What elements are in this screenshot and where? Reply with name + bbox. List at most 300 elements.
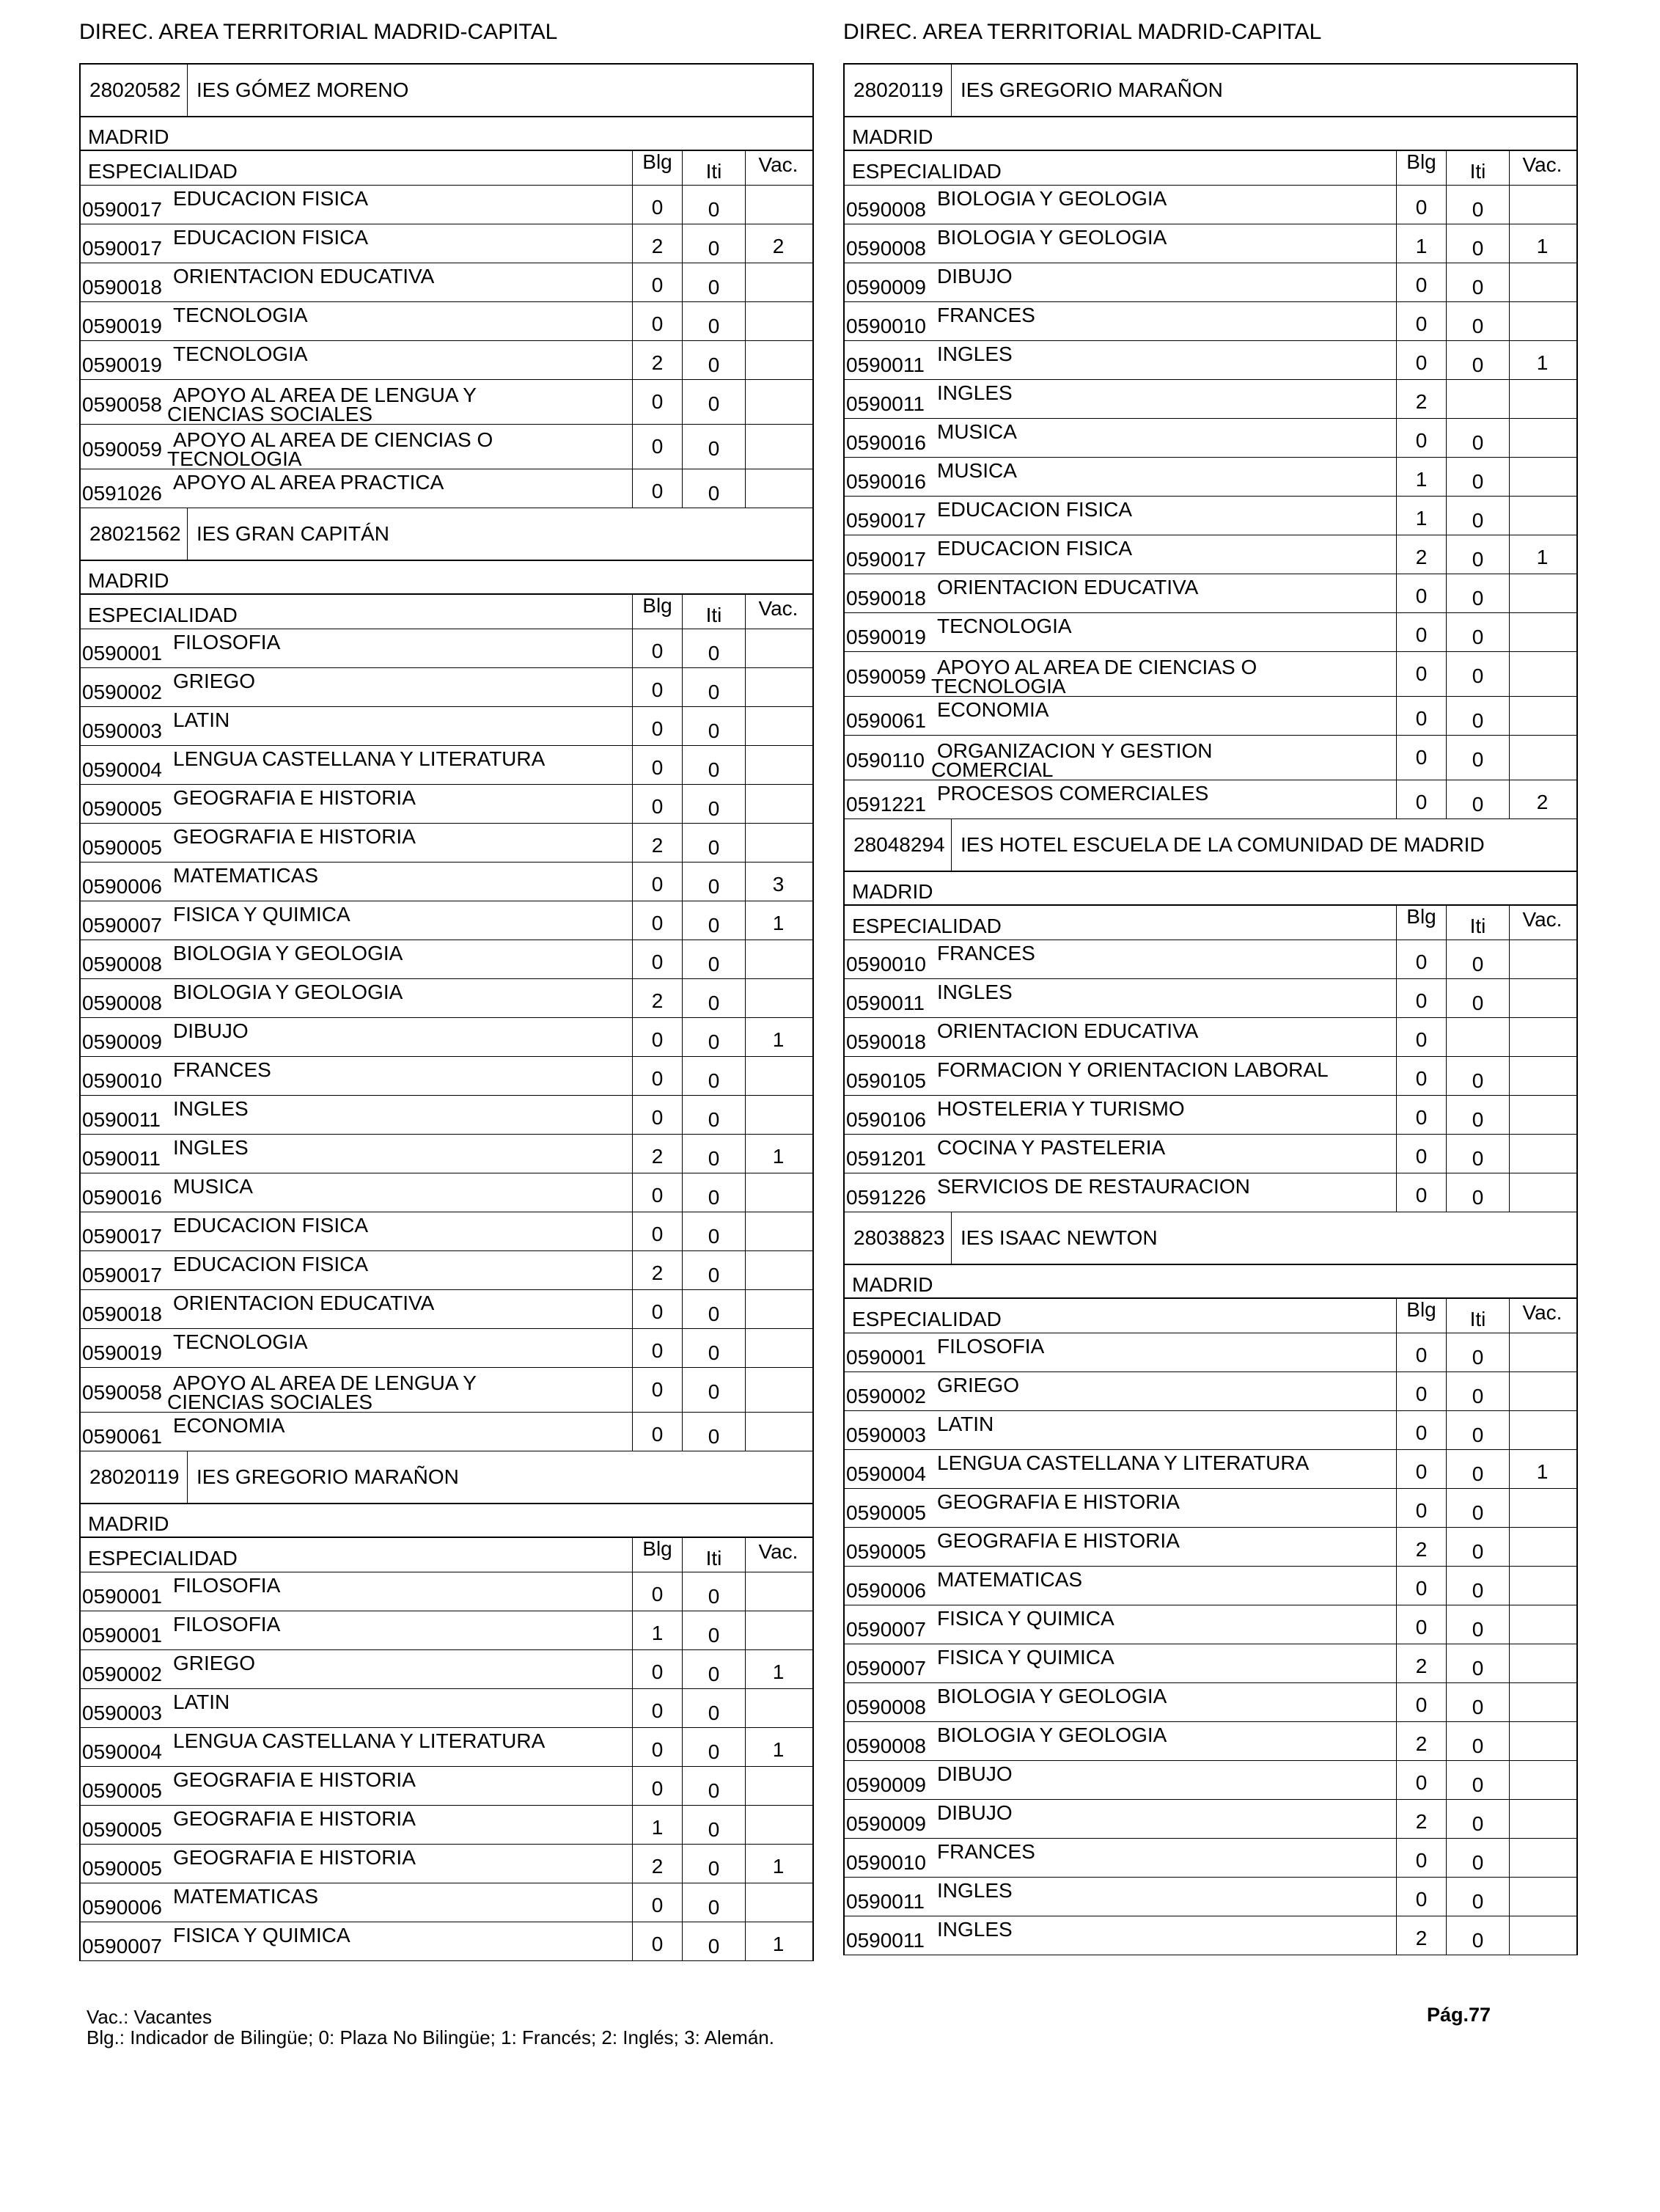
table-row <box>81 1018 812 1057</box>
table-row <box>845 302 1576 341</box>
blg-value: 0 <box>1396 1411 1446 1449</box>
speciality-code: 0590002 <box>846 1385 927 1407</box>
vac-value <box>745 707 811 745</box>
blg-value: 1 <box>1396 224 1446 263</box>
speciality-cell <box>845 1411 1396 1449</box>
speciality-title <box>173 1806 416 1844</box>
speciality-title-line: ORGANIZACION Y GESTION <box>937 739 1213 762</box>
blg-value: 0 <box>1396 419 1446 457</box>
blg-value: 0 <box>632 1212 682 1250</box>
speciality-code: 0590004 <box>846 1462 927 1485</box>
vac-value <box>1509 263 1575 301</box>
blg-value: 0 <box>632 707 682 745</box>
speciality-title-line: GEOGRAFIA E HISTORIA <box>173 825 416 848</box>
blg-value: 2 <box>632 341 682 379</box>
vac-value: 1 <box>1509 224 1575 263</box>
speciality-cell <box>845 1372 1396 1410</box>
blg-value: 0 <box>1396 1333 1446 1371</box>
vac-value <box>1509 1372 1575 1410</box>
blg-value: 0 <box>632 302 682 340</box>
vac-value <box>745 1096 811 1134</box>
vac-value: 1 <box>745 1728 811 1766</box>
table-row <box>81 1922 812 1961</box>
column-headers <box>845 1299 1576 1333</box>
speciality-title-line: EDUCACION FISICA <box>173 1253 369 1275</box>
blg-value: 2 <box>1396 1528 1446 1566</box>
iti-value: 0 <box>682 979 745 1017</box>
iti-value: 0 <box>1446 1567 1509 1605</box>
speciality-cell <box>845 1018 1396 1056</box>
speciality-code: 0590001 <box>82 1585 163 1608</box>
speciality-cell <box>845 419 1396 457</box>
speciality-code: 0590061 <box>846 709 927 732</box>
vac-value <box>745 1290 811 1328</box>
speciality-code: 0590110 <box>846 749 925 772</box>
speciality-code: 0590017 <box>846 548 927 571</box>
table-row <box>81 425 812 469</box>
blg-value: 2 <box>632 224 682 263</box>
blg-value: 0 <box>632 668 682 706</box>
header-vac: Vac. <box>1509 1299 1575 1333</box>
vac-value <box>1509 1018 1575 1056</box>
speciality-cell <box>845 302 1396 340</box>
speciality-title <box>937 1761 1013 1799</box>
speciality-cell <box>81 979 632 1017</box>
speciality-code: 0590059 <box>846 665 927 688</box>
speciality-code: 0590004 <box>82 1740 163 1763</box>
speciality-title <box>937 497 1132 535</box>
table-row <box>81 1057 812 1096</box>
table-row <box>81 1212 812 1251</box>
column-headers <box>845 151 1576 186</box>
speciality-code: 0590009 <box>846 1812 927 1835</box>
locality: MADRID <box>81 561 812 595</box>
blg-value: 2 <box>632 824 682 862</box>
speciality-code: 0590061 <box>82 1425 163 1448</box>
speciality-title-line: APOYO AL AREA DE CIENCIAS O <box>937 656 1257 678</box>
header-iti: Iti <box>682 1538 745 1572</box>
page-number: Pág.77 <box>1427 2004 1491 2026</box>
speciality-title <box>173 263 434 301</box>
vac-value <box>745 1173 811 1212</box>
speciality-cell <box>845 341 1396 379</box>
vac-value <box>745 629 811 667</box>
header-blg: Blg <box>632 595 682 629</box>
speciality-cell <box>81 469 632 508</box>
vac-value <box>745 302 811 340</box>
speciality-title-line: GRIEGO <box>173 1652 256 1674</box>
iti-value: 0 <box>1446 574 1509 612</box>
speciality-cell <box>845 1722 1396 1760</box>
header-blg: Blg <box>632 151 682 185</box>
speciality-cell <box>81 668 632 706</box>
vac-value <box>745 824 811 862</box>
vac-value: 3 <box>745 863 811 901</box>
speciality-title <box>173 707 229 745</box>
school-name: IES ISAAC NEWTON <box>961 1226 1158 1249</box>
speciality-title-line: INGLES <box>937 981 1013 1003</box>
table-row <box>81 1883 812 1922</box>
school-code: 28020119 <box>845 65 952 116</box>
blg-value: 0 <box>1396 1173 1446 1212</box>
header-iti: Iti <box>1446 1299 1509 1333</box>
vac-value: 1 <box>745 1018 811 1056</box>
table-row <box>845 574 1576 613</box>
blg-value: 2 <box>1396 535 1446 574</box>
speciality-title <box>173 1845 416 1883</box>
blg-value: 0 <box>1396 1489 1446 1527</box>
table-row <box>81 746 812 785</box>
iti-value: 0 <box>1446 1605 1509 1644</box>
iti-value: 0 <box>1446 1057 1509 1095</box>
speciality-title <box>937 1916 1013 1955</box>
speciality-code: 0590058 <box>82 393 163 416</box>
school-code: 28020119 <box>81 1451 188 1503</box>
speciality-code: 0590018 <box>82 1303 163 1325</box>
school-header <box>845 819 1576 872</box>
speciality-cell <box>81 186 632 224</box>
footer-legend-bilingue: Blg.: Indicador de Bilingüe; 0: Plaza No Bilingüe; 1: Francés; 2: Inglés; 3: Alemán. <box>87 2026 774 2048</box>
speciality-title-line: INGLES <box>173 1136 249 1159</box>
speciality-cell <box>81 901 632 940</box>
blg-value: 0 <box>632 1728 682 1766</box>
vac-value <box>745 263 811 301</box>
blg-value: 0 <box>1396 940 1446 978</box>
vac-value <box>1509 302 1575 340</box>
speciality-title <box>173 1096 249 1134</box>
speciality-title <box>937 979 1013 1017</box>
table-row <box>845 613 1576 652</box>
speciality-cell <box>845 1173 1396 1212</box>
iti-value: 0 <box>682 425 745 469</box>
speciality-cell <box>845 1878 1396 1916</box>
speciality-title-line: ORIENTACION EDUCATIVA <box>937 1019 1199 1042</box>
speciality-cell <box>81 629 632 667</box>
iti-value: 0 <box>1446 1489 1509 1527</box>
table-row <box>81 1135 812 1173</box>
iti-value: 0 <box>1446 1761 1509 1799</box>
iti-value: 0 <box>1446 341 1509 379</box>
iti-value: 0 <box>1446 613 1509 651</box>
iti-value: 0 <box>682 863 745 901</box>
footer-notes <box>87 2007 774 2048</box>
speciality-cell <box>81 425 632 469</box>
vac-value: 1 <box>745 901 811 940</box>
school-header <box>81 508 812 561</box>
speciality-title-line: EDUCACION FISICA <box>173 226 369 249</box>
table-row <box>845 186 1576 224</box>
speciality-title-line: BIOLOGIA Y GEOLOGIA <box>937 187 1167 210</box>
speciality-title <box>173 629 280 667</box>
vac-value <box>745 1767 811 1805</box>
iti-value: 0 <box>682 1290 745 1328</box>
table-row <box>81 1767 812 1806</box>
speciality-cell <box>845 224 1396 263</box>
speciality-title <box>173 1018 249 1056</box>
speciality-cell <box>845 574 1396 612</box>
vac-value <box>1509 419 1575 457</box>
vac-value <box>745 1883 811 1922</box>
table-row <box>845 979 1576 1018</box>
locality: MADRID <box>845 117 1576 151</box>
speciality-cell <box>81 1290 632 1328</box>
vac-value <box>745 186 811 224</box>
school-name: IES GREGORIO MARAÑON <box>961 78 1223 101</box>
speciality-title-line: APOYO AL AREA DE CIENCIAS O <box>173 428 493 451</box>
vac-value <box>745 1806 811 1844</box>
speciality-cell <box>81 863 632 901</box>
speciality-title-line: LENGUA CASTELLANA Y LITERATURA <box>173 747 546 770</box>
header-blg: Blg <box>632 1538 682 1572</box>
speciality-cell <box>845 186 1396 224</box>
speciality-cell <box>845 1489 1396 1527</box>
blg-value: 0 <box>1396 1567 1446 1605</box>
column-header: DIREC. AREA TERRITORIAL MADRID-CAPITAL <box>843 20 1322 44</box>
blg-value: 0 <box>1396 1096 1446 1134</box>
vac-value <box>1509 697 1575 735</box>
blg-value: 0 <box>632 785 682 823</box>
blg-value: 0 <box>632 1922 682 1960</box>
speciality-cell <box>81 746 632 784</box>
vac-value <box>1509 1916 1575 1955</box>
vac-value <box>1509 979 1575 1017</box>
table-row <box>81 1806 812 1845</box>
vac-value: 2 <box>745 224 811 263</box>
speciality-cell <box>845 1333 1396 1371</box>
speciality-code: 0591226 <box>846 1186 927 1209</box>
vac-value <box>1509 1135 1575 1173</box>
speciality-title <box>937 1333 1044 1371</box>
speciality-code: 0590106 <box>846 1108 927 1131</box>
speciality-cell <box>81 1135 632 1173</box>
iti-value: 0 <box>1446 535 1509 574</box>
blg-value: 0 <box>632 1057 682 1095</box>
speciality-title-line: CIENCIAS SOCIALES <box>167 1391 373 1413</box>
speciality-title-line: SERVICIOS DE RESTAURACION <box>937 1175 1250 1198</box>
speciality-cell <box>81 1057 632 1095</box>
speciality-title <box>173 1650 255 1688</box>
table-row <box>845 1761 1576 1800</box>
speciality-cell <box>81 380 632 424</box>
speciality-cell <box>845 780 1396 818</box>
blg-value: 0 <box>1396 736 1446 780</box>
vac-value <box>1509 1057 1575 1095</box>
blg-value: 0 <box>1396 697 1446 735</box>
iti-value: 0 <box>1446 1096 1509 1134</box>
vac-value <box>745 380 811 424</box>
header-vac: Vac. <box>745 151 811 185</box>
table-row <box>845 780 1576 819</box>
iti-value: 0 <box>682 380 745 424</box>
speciality-code: 0590018 <box>846 587 927 609</box>
speciality-code: 0590002 <box>82 681 163 703</box>
school-header <box>845 65 1576 117</box>
speciality-title-line: BIOLOGIA Y GEOLOGIA <box>937 226 1167 249</box>
speciality-title <box>937 1878 1013 1916</box>
table-row <box>81 1368 812 1413</box>
speciality-code: 0590019 <box>82 1341 163 1364</box>
speciality-title <box>173 1251 368 1289</box>
speciality-code: 0590008 <box>846 237 927 260</box>
iti-value: 0 <box>1446 419 1509 457</box>
speciality-title <box>937 1135 1165 1173</box>
speciality-title <box>937 1528 1180 1566</box>
speciality-code: 0591026 <box>82 482 163 505</box>
speciality-title <box>937 458 1017 496</box>
speciality-title <box>937 1057 1329 1095</box>
header-vac: Vac. <box>1509 906 1575 940</box>
speciality-title-line: LATIN <box>937 1413 994 1435</box>
table-row <box>81 863 812 901</box>
table-row <box>845 263 1576 302</box>
speciality-code: 0590005 <box>846 1501 927 1524</box>
speciality-code: 0591201 <box>846 1147 927 1170</box>
table-row <box>81 1413 812 1451</box>
speciality-cell <box>81 785 632 823</box>
speciality-title <box>937 574 1198 612</box>
speciality-code: 0590011 <box>82 1108 161 1131</box>
speciality-title <box>937 341 1013 379</box>
speciality-code: 0590007 <box>82 914 163 937</box>
speciality-title <box>931 652 1257 697</box>
iti-value: 0 <box>682 1572 745 1611</box>
speciality-code: 0590019 <box>846 626 927 648</box>
speciality-code: 0590017 <box>82 237 163 260</box>
locality: MADRID <box>845 872 1576 906</box>
vac-value <box>745 1329 811 1367</box>
speciality-cell <box>81 940 632 978</box>
vac-value <box>745 785 811 823</box>
speciality-title-line: FISICA Y QUIMICA <box>173 1924 350 1947</box>
speciality-title-line: LENGUA CASTELLANA Y LITERATURA <box>173 1729 546 1752</box>
speciality-cell <box>81 302 632 340</box>
blg-value: 0 <box>632 425 682 469</box>
speciality-code: 0590006 <box>82 875 163 898</box>
vac-value <box>1509 1567 1575 1605</box>
table-row <box>81 1329 812 1368</box>
blg-value: 0 <box>632 1572 682 1611</box>
speciality-title-line: FRANCES <box>173 1058 271 1081</box>
column-headers <box>845 906 1576 940</box>
blg-value: 0 <box>632 1883 682 1922</box>
iti-value: 0 <box>682 1767 745 1805</box>
speciality-title <box>937 1722 1167 1760</box>
vac-value <box>745 940 811 978</box>
speciality-title-line: DIBUJO <box>937 265 1013 288</box>
iti-value: 0 <box>682 629 745 667</box>
speciality-title-line: TECNOLOGIA <box>931 675 1066 697</box>
vac-value <box>1509 1839 1575 1877</box>
vac-value <box>1509 736 1575 780</box>
speciality-cell <box>81 1922 632 1960</box>
speciality-code: 0590006 <box>846 1579 927 1602</box>
blg-value: 0 <box>632 1368 682 1412</box>
table-row <box>81 263 812 302</box>
speciality-title <box>173 1572 280 1611</box>
table-row <box>845 1057 1576 1096</box>
vac-value <box>1509 1605 1575 1644</box>
speciality-title <box>937 263 1013 301</box>
table-row <box>81 1845 812 1883</box>
vac-value <box>1509 1489 1575 1527</box>
table-row <box>81 1173 812 1212</box>
blg-value: 0 <box>1396 652 1446 696</box>
speciality-title <box>937 1096 1185 1134</box>
speciality-cell <box>81 1806 632 1844</box>
iti-value: 0 <box>682 785 745 823</box>
table-row <box>845 419 1576 458</box>
table-row <box>845 1096 1576 1135</box>
iti-value: 0 <box>682 1212 745 1250</box>
speciality-title <box>173 1413 284 1451</box>
speciality-code: 0590017 <box>82 1264 163 1286</box>
blg-value: 0 <box>1396 1761 1446 1799</box>
speciality-title <box>937 1173 1250 1212</box>
speciality-title-line: ORIENTACION EDUCATIVA <box>173 265 435 288</box>
blg-value: 0 <box>1396 1450 1446 1488</box>
table-row <box>81 1728 812 1767</box>
table-row <box>845 380 1576 419</box>
iti-value: 0 <box>1446 697 1509 735</box>
table-row <box>81 1611 812 1650</box>
header-especialidad: ESPECIALIDAD <box>88 160 238 183</box>
iti-value: 0 <box>1446 780 1509 818</box>
speciality-code: 0590016 <box>846 431 927 454</box>
vac-value <box>745 1251 811 1289</box>
column-headers <box>81 151 812 186</box>
speciality-code: 0590005 <box>82 836 163 859</box>
speciality-code: 0590105 <box>846 1069 927 1092</box>
speciality-cell <box>81 1767 632 1805</box>
speciality-code: 0590011 <box>846 354 925 376</box>
right-column <box>843 18 1576 1955</box>
speciality-title <box>937 1683 1167 1721</box>
speciality-code: 0590009 <box>82 1030 163 1053</box>
speciality-title-line: MUSICA <box>937 420 1017 443</box>
speciality-title <box>173 1057 271 1095</box>
speciality-code: 0590017 <box>846 509 927 532</box>
iti-value: 0 <box>682 1883 745 1922</box>
iti-value: 0 <box>1446 1683 1509 1721</box>
header-iti: Iti <box>1446 151 1509 185</box>
table-row <box>845 940 1576 979</box>
column-headers <box>81 1538 812 1572</box>
school-code: 28021562 <box>81 508 188 560</box>
speciality-title-line: GRIEGO <box>173 670 256 692</box>
speciality-title <box>173 979 403 1017</box>
iti-value: 0 <box>682 341 745 379</box>
table-row <box>81 469 812 508</box>
speciality-code: 0590009 <box>846 1773 927 1796</box>
blg-value: 0 <box>632 263 682 301</box>
iti-value: 0 <box>682 224 745 263</box>
vac-value <box>745 469 811 508</box>
header-especialidad: ESPECIALIDAD <box>852 915 1002 937</box>
blg-value: 2 <box>632 1135 682 1173</box>
vac-value: 1 <box>745 1135 811 1173</box>
speciality-cell <box>845 1839 1396 1877</box>
speciality-title-line: FILOSOFIA <box>173 1613 281 1636</box>
vac-value <box>1509 1878 1575 1916</box>
vac-value: 1 <box>745 1845 811 1883</box>
speciality-cell <box>81 1251 632 1289</box>
speciality-title-line: TECNOLOGIA <box>167 447 302 470</box>
blg-value: 1 <box>1396 458 1446 496</box>
speciality-cell <box>845 1096 1396 1134</box>
speciality-title <box>937 780 1208 818</box>
speciality-cell <box>81 1096 632 1134</box>
table-row <box>845 1800 1576 1839</box>
